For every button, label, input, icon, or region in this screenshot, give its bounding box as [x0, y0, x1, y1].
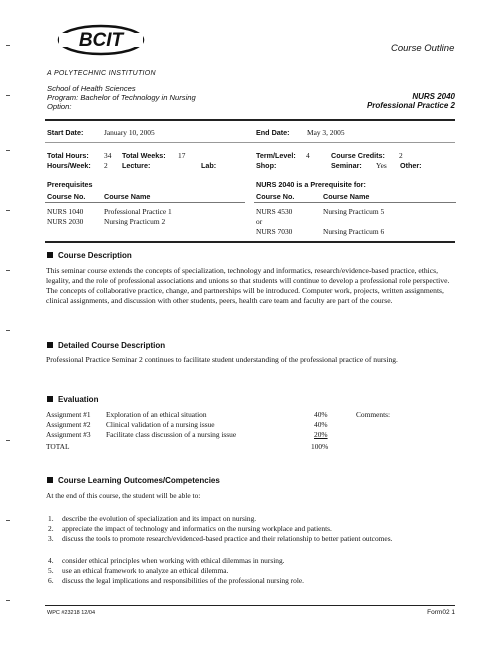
outcome-number: 4.: [48, 556, 54, 565]
outcome-number: 5.: [48, 566, 54, 575]
prereq-right-rule: [254, 202, 456, 203]
outcome-text: appreciate the impact of technology and informatics on the nursing workplace and patients.: [62, 524, 332, 533]
end-date-value: May 3, 2005: [307, 128, 345, 137]
doc-type: Course Outline: [391, 43, 455, 54]
prereq-left-title: Prerequisites: [47, 180, 93, 189]
credits-value: 2: [399, 151, 403, 160]
outcome-number: 6.: [48, 576, 54, 585]
outcomes-heading: Course Learning Outcomes/Competencies: [47, 476, 220, 485]
eval-total-label: TOTAL: [46, 442, 70, 451]
detailed-description-heading: Detailed Course Description: [47, 341, 165, 350]
outcomes-intro: At the end of this course, the student will be able to:: [46, 491, 201, 500]
seminar-label: Seminar:: [331, 161, 362, 170]
followup-row-name: Nursing Practicum 5: [323, 207, 385, 216]
margin-mark: [6, 330, 10, 331]
institution-tagline: A POLYTECHNIC INSTITUTION: [47, 70, 156, 77]
prereq-left-col-no: Course No.: [47, 192, 86, 201]
margin-mark: [6, 95, 10, 96]
outcome-text: use an ethical framework to analyze an ethical dilemma.: [62, 566, 229, 575]
followup-row-no: NURS 4530: [256, 207, 293, 216]
outcome-text: describe the evolution of specialization and its impact on nursing.: [62, 514, 257, 523]
course-description-text: This seminar course extends the concepts of specialization, technology and informatics, research/evidence-based practice, ethics, legality, and the role of professional associations and unions so that students will continue to develop a professional role perspective. The concepts of collaborative practice, change, and partnerships will be introduced. Computer work, projects, written assignments, clinical assignments, and discussion with other students, peers, health care team and faculty are part of the course.: [46, 266, 450, 305]
credits-label: Course Credits:: [331, 151, 385, 160]
footer-rule: [45, 605, 455, 606]
followup-row-no: NURS 7030: [256, 227, 293, 236]
margin-mark: [6, 520, 10, 521]
footer-right: Form02 1: [427, 609, 455, 616]
prereq-bottom-rule: [45, 241, 455, 243]
prereq-row-name: Professional Practice 1: [104, 207, 172, 216]
prereq-row-no: NURS 2030: [47, 217, 84, 226]
eval-total-value: 100%: [311, 442, 329, 451]
total-hours-label: Total Hours:: [47, 151, 89, 160]
seminar-value: Yes: [376, 161, 387, 170]
margin-mark: [6, 600, 10, 601]
logo-text: BCIT: [78, 30, 124, 51]
school-name: School of Health Sciences: [47, 84, 136, 93]
start-date-label: Start Date:: [47, 128, 84, 137]
lecture-label: Lecture:: [122, 161, 151, 170]
eval-row-desc: Exploration of an ethical situation: [106, 410, 207, 419]
margin-mark: [6, 210, 10, 211]
total-weeks-label: Total Weeks:: [122, 151, 166, 160]
prereq-right-title: NURS 2040 is a Prerequisite for:: [256, 180, 366, 189]
option-label: Option:: [47, 102, 72, 111]
course-name: Professional Practice 2: [366, 101, 455, 110]
margin-mark: [6, 270, 10, 271]
eval-row-name: Assignment #1: [46, 410, 91, 419]
outcome-number: 3.: [48, 534, 54, 543]
program-name: Program: Bachelor of Technology in Nursing: [47, 93, 196, 102]
prereq-right-col-no: Course No.: [256, 192, 295, 201]
eval-row-pct: 20%: [314, 430, 328, 439]
outcome-number: 1.: [48, 514, 54, 523]
margin-mark: [6, 45, 10, 46]
section-bullet-icon: [47, 252, 53, 258]
section-bullet-icon: [47, 477, 53, 483]
term-value: 4: [306, 151, 310, 160]
start-date-value: January 10, 2005: [104, 128, 155, 137]
total-hours-value: 34: [104, 151, 112, 160]
eval-row-name: Assignment #2: [46, 420, 91, 429]
detailed-description-text: Professional Practice Seminar 2 continues to facilitate student understanding of the professional practice of nursing.: [46, 355, 398, 364]
evaluation-heading: Evaluation: [47, 395, 98, 404]
prereq-right-col-name: Course Name: [323, 192, 370, 201]
hours-week-label: Hours/Week:: [47, 161, 91, 170]
eval-row-pct: 40%: [314, 420, 328, 429]
footer-left: WPC #23218 12/04: [47, 610, 96, 616]
prereq-left-col-name: Course Name: [104, 192, 151, 201]
other-label: Other:: [400, 161, 422, 170]
outcome-number: 2.: [48, 524, 54, 533]
header-rule: [45, 119, 455, 121]
outcome-text: discuss the legal implications and responsibilities of the professional nursing role.: [62, 576, 304, 585]
margin-mark: [6, 150, 10, 151]
eval-row-pct: 40%: [314, 410, 328, 419]
outcome-text: discuss the tools to promote research/evidenced-based practice and their relationship to better patient outcomes.: [62, 534, 393, 543]
prereq-row-name: Nursing Practicum 2: [104, 217, 166, 226]
end-date-label: End Date:: [256, 128, 290, 137]
info-rule: [45, 142, 455, 143]
hours-week-value: 2: [104, 161, 108, 170]
term-label: Term/Level:: [256, 151, 296, 160]
margin-mark: [6, 440, 10, 441]
bcit-logo: [55, 20, 147, 65]
eval-comments-label: Comments:: [356, 410, 391, 419]
shop-label: Shop:: [256, 161, 277, 170]
eval-row-desc: Facilitate class discussion of a nursing issue: [106, 430, 237, 439]
course-code: NURS 2040: [412, 92, 455, 101]
course-description-heading: Course Description: [47, 251, 132, 260]
lab-label: Lab:: [201, 161, 217, 170]
followup-row-name: Nursing Practicum 6: [323, 227, 385, 236]
followup-row-or: or: [256, 217, 263, 226]
prereq-left-rule: [45, 202, 245, 203]
eval-row-desc: Clinical validation of a nursing issue: [106, 420, 215, 429]
prereq-row-no: NURS 1040: [47, 207, 84, 216]
section-bullet-icon: [47, 342, 53, 348]
total-weeks-value: 17: [178, 151, 186, 160]
eval-row-name: Assignment #3: [46, 430, 91, 439]
outcome-text: consider ethical principles when working with ethical dilemmas in nursing.: [62, 556, 285, 565]
section-bullet-icon: [47, 396, 53, 402]
